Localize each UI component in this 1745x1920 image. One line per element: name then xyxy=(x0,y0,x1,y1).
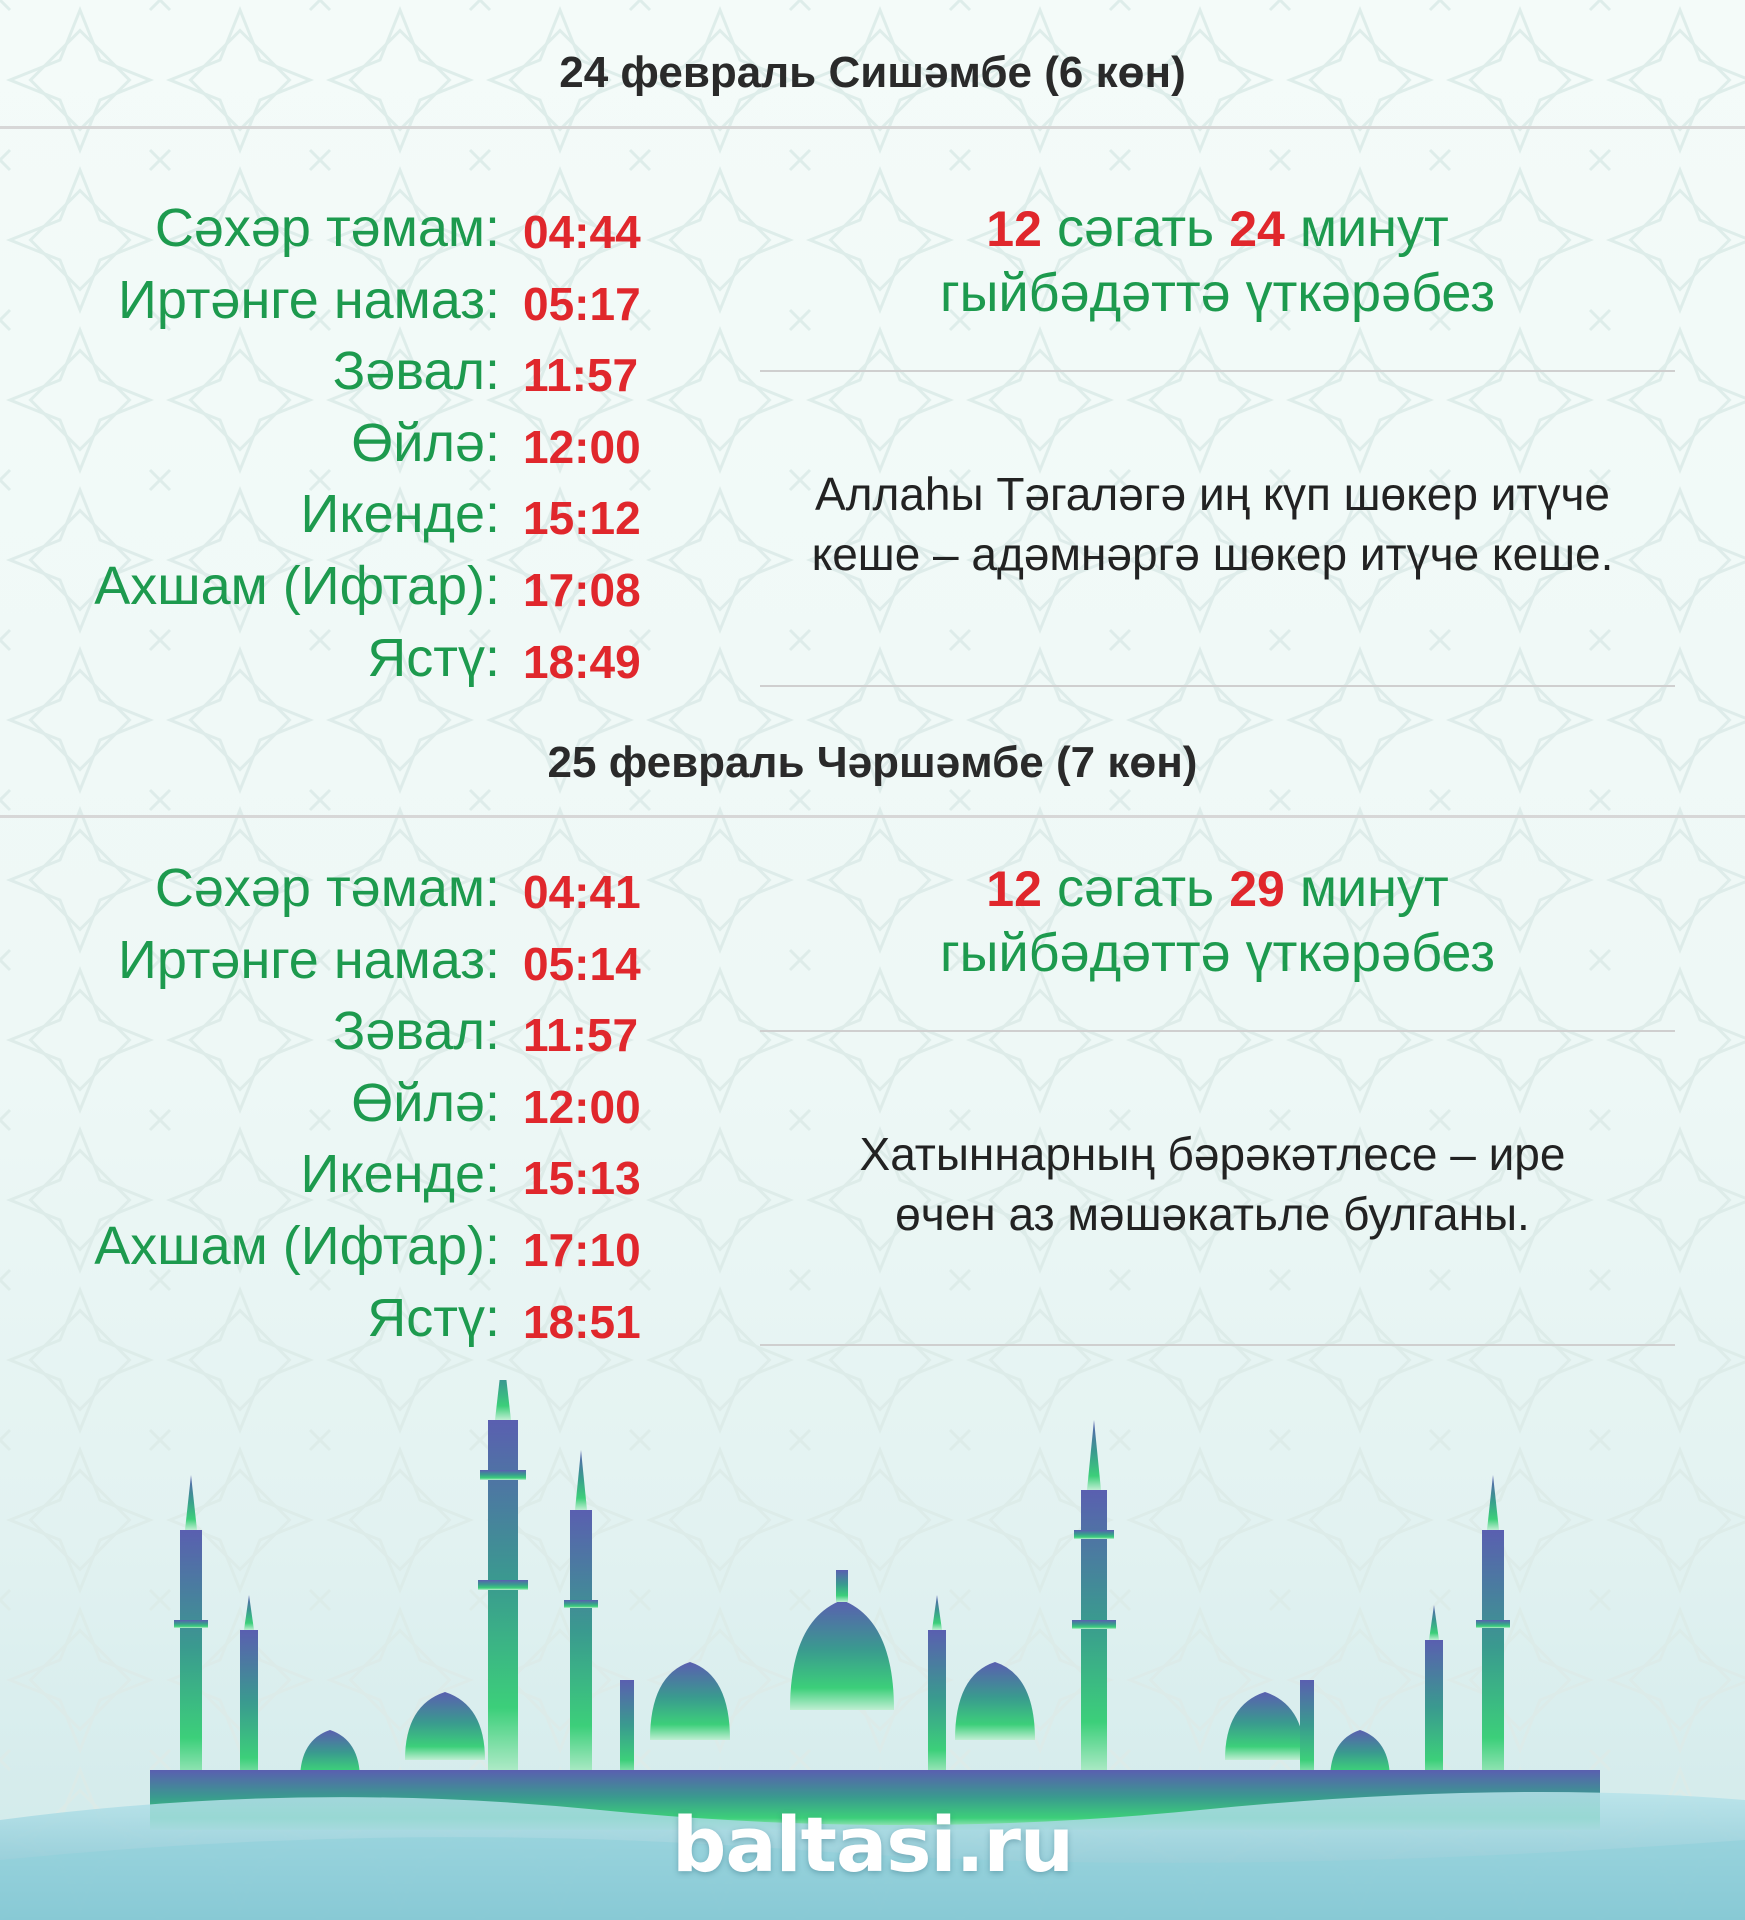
prayer-time: 17:08 xyxy=(523,563,641,616)
prayer-label: Ахшам (Ифтар): xyxy=(94,555,500,616)
duration-hours: 12 xyxy=(986,861,1042,917)
prayer-label: Өйлә: xyxy=(351,412,500,473)
prayer-time: 11:57 xyxy=(523,1009,639,1062)
prayer-label: Иртәнге намаз: xyxy=(118,929,500,990)
duration-line xyxy=(760,196,1675,261)
prayer-time-row xyxy=(0,928,660,1000)
prayer-label: Иртәнге намаз: xyxy=(118,269,500,330)
duration-minutes-word: минут xyxy=(1299,198,1449,258)
divider xyxy=(0,815,1745,818)
duration-line xyxy=(760,856,1675,921)
duration-minutes: 24 xyxy=(1229,201,1285,257)
prayer-time-row xyxy=(0,1214,660,1286)
duration-hours: 12 xyxy=(986,201,1042,257)
prayer-time-row xyxy=(0,1142,660,1214)
prayer-time-row xyxy=(0,554,660,626)
divider xyxy=(760,1344,1675,1346)
prayer-label: Сәхәр тәмам: xyxy=(154,858,500,918)
duration-hours-word: сәгать xyxy=(1056,858,1215,918)
duration-hours-word: сәгать xyxy=(1056,198,1215,258)
quote xyxy=(740,1124,1685,1244)
prayer-time: 11:57 xyxy=(523,349,639,402)
prayer-time: 04:44 xyxy=(523,206,641,258)
prayer-label: Зәвал: xyxy=(332,341,500,402)
divider xyxy=(760,370,1675,372)
duration-minutes: 29 xyxy=(1229,861,1285,917)
prayer-times-list xyxy=(0,196,660,697)
prayer-time: 12:00 xyxy=(523,420,641,473)
prayer-label: Өйлә: xyxy=(351,1072,500,1133)
prayer-time: 18:51 xyxy=(523,1295,641,1348)
quote-line: Аллаһы Тәгаләгә иң күп шөкер итүче xyxy=(814,468,1611,520)
brand-logo[interactable]: baltasi.ru xyxy=(671,1800,1074,1889)
prayer-times-list xyxy=(0,856,660,1357)
divider xyxy=(0,126,1745,129)
quote xyxy=(740,464,1685,584)
prayer-label: Ахшам (Ифтар): xyxy=(94,1215,500,1276)
prayer-time-row xyxy=(0,856,660,928)
prayer-time: 04:41 xyxy=(523,866,641,918)
prayer-time-row xyxy=(0,999,660,1071)
prayer-time: 05:14 xyxy=(523,937,641,990)
duration-caption: гыйбәдәттә үткәрәбез xyxy=(939,263,1496,323)
prayer-time-row xyxy=(0,482,660,554)
prayer-label: Ястү: xyxy=(367,1287,500,1348)
prayer-time-row xyxy=(0,339,660,411)
duration-caption: гыйбәдәттә үткәрәбез xyxy=(939,923,1496,983)
day-title: 24 февраль Сишәмбе (6 көн) xyxy=(559,48,1186,97)
duration-minutes-word: минут xyxy=(1299,858,1449,918)
quote-line: кеше – адәмнәргә шөкер итүче кеше. xyxy=(811,528,1614,580)
divider xyxy=(760,1030,1675,1032)
prayer-time: 15:12 xyxy=(523,492,641,545)
quote-line: өчен аз мәшәкатьле булганы. xyxy=(895,1188,1530,1240)
quote-line: Хатыннарның бәрәкәтлесе – ире xyxy=(859,1128,1566,1180)
prayer-time-row xyxy=(0,196,660,268)
fasting-duration xyxy=(760,856,1675,985)
prayer-time-row xyxy=(0,1286,660,1358)
prayer-time: 05:17 xyxy=(523,277,641,330)
prayer-time: 18:49 xyxy=(523,635,641,688)
prayer-time-row xyxy=(0,268,660,340)
prayer-time-row xyxy=(0,411,660,483)
prayer-time-row xyxy=(0,1071,660,1143)
prayer-time: 15:13 xyxy=(523,1152,641,1205)
day-title: 25 февраль Чәршәмбе (7 көн) xyxy=(547,738,1198,787)
prayer-label: Икенде: xyxy=(300,484,500,545)
prayer-label: Ястү: xyxy=(367,627,500,688)
divider xyxy=(760,685,1675,687)
prayer-time: 17:10 xyxy=(523,1223,641,1276)
prayer-label: Зәвал: xyxy=(332,1001,500,1062)
prayer-time-row xyxy=(0,626,660,698)
prayer-label: Икенде: xyxy=(300,1144,500,1205)
fasting-duration xyxy=(760,196,1675,325)
prayer-label: Сәхәр тәмам: xyxy=(154,198,500,258)
prayer-time: 12:00 xyxy=(523,1080,641,1133)
